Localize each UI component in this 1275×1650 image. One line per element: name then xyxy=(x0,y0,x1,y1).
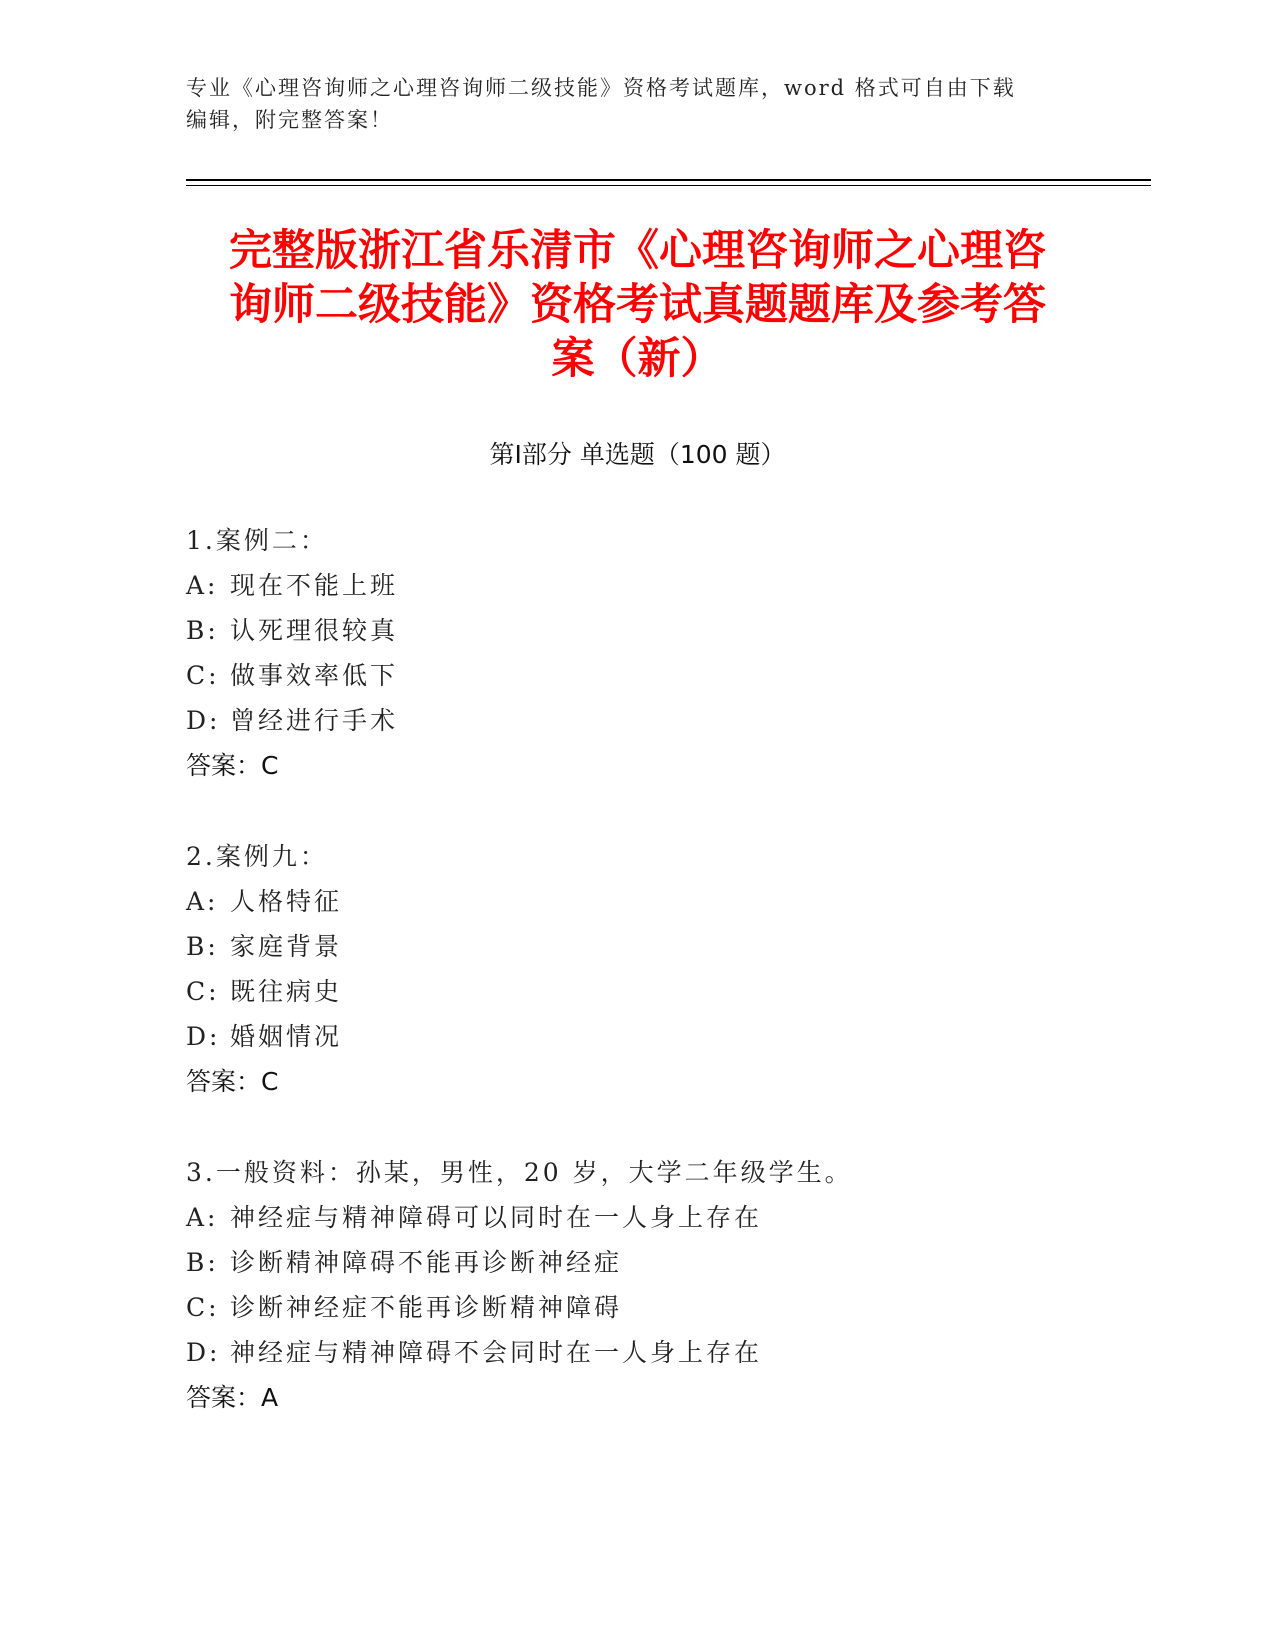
option-key: B: xyxy=(186,616,219,645)
option-text: 人格特征 xyxy=(230,887,343,916)
option-text: 诊断精神障碍不能再诊断神经症 xyxy=(230,1248,623,1277)
question-3 xyxy=(186,1150,1066,1420)
option-text: 做事效率低下 xyxy=(230,661,399,690)
option-key: C: xyxy=(186,1293,220,1322)
option-d xyxy=(186,1330,1066,1375)
option-key: B: xyxy=(186,1248,219,1277)
option-text: 神经症与精神障碍可以同时在一人身上存在 xyxy=(230,1203,763,1232)
header-rule-thin xyxy=(186,185,1151,186)
document-title-line-3: 案（新） xyxy=(551,334,724,384)
question-2 xyxy=(186,834,1066,1104)
option-text: 现在不能上班 xyxy=(230,571,399,600)
header-note-line-1: 专业《心理咨询师之心理咨询师二级技能》资格考试题库，word 格式可自由下载 xyxy=(186,76,1016,100)
option-key: A: xyxy=(186,571,219,600)
option-key: D: xyxy=(186,1338,221,1367)
option-text: 神经症与精神障碍不会同时在一人身上存在 xyxy=(230,1338,763,1367)
option-a xyxy=(186,563,1066,608)
option-b xyxy=(186,608,1066,653)
option-a xyxy=(186,1195,1066,1240)
option-text: 认死理很较真 xyxy=(230,616,399,645)
answer-line: 答案：C xyxy=(186,1067,279,1096)
question-stem: 2.案例九： xyxy=(186,842,328,871)
document-title-line-2: 询师二级技能》资格考试真题题库及参考答 xyxy=(229,280,1046,330)
header-note xyxy=(186,72,1066,136)
option-text: 婚姻情况 xyxy=(230,1022,343,1051)
option-text: 家庭背景 xyxy=(230,932,343,961)
section-heading: 第Ⅰ部分 单选题（100 题） xyxy=(489,440,786,469)
option-d xyxy=(186,698,1066,743)
option-a xyxy=(186,879,1066,924)
option-key: D: xyxy=(186,1022,221,1051)
header-note-line-2: 编辑，附完整答案！ xyxy=(186,108,393,132)
option-c xyxy=(186,969,1066,1014)
option-key: D: xyxy=(186,706,221,735)
question-stem: 1.案例二： xyxy=(186,526,328,555)
option-key: C: xyxy=(186,661,220,690)
answer-line: 答案：C xyxy=(186,751,279,780)
option-key: A: xyxy=(186,1203,219,1232)
option-c xyxy=(186,1285,1066,1330)
option-text: 既往病史 xyxy=(230,977,343,1006)
answer-line: 答案：A xyxy=(186,1383,279,1412)
option-text: 诊断神经症不能再诊断精神障碍 xyxy=(230,1293,623,1322)
question-1 xyxy=(186,518,1066,788)
option-key: A: xyxy=(186,887,219,916)
option-c xyxy=(186,653,1066,698)
question-stem: 3.一般资料：孙某，男性，20 岁，大学二年级学生。 xyxy=(186,1158,853,1187)
option-d xyxy=(186,1014,1066,1059)
document-title xyxy=(170,224,1105,386)
header-rule-thick xyxy=(186,179,1151,181)
option-text: 曾经进行手术 xyxy=(230,706,399,735)
document-title-line-1: 完整版浙江省乐清市《心理咨询师之心理咨 xyxy=(229,226,1046,276)
option-key: C: xyxy=(186,977,220,1006)
option-b xyxy=(186,924,1066,969)
option-key: B: xyxy=(186,932,219,961)
option-b xyxy=(186,1240,1066,1285)
